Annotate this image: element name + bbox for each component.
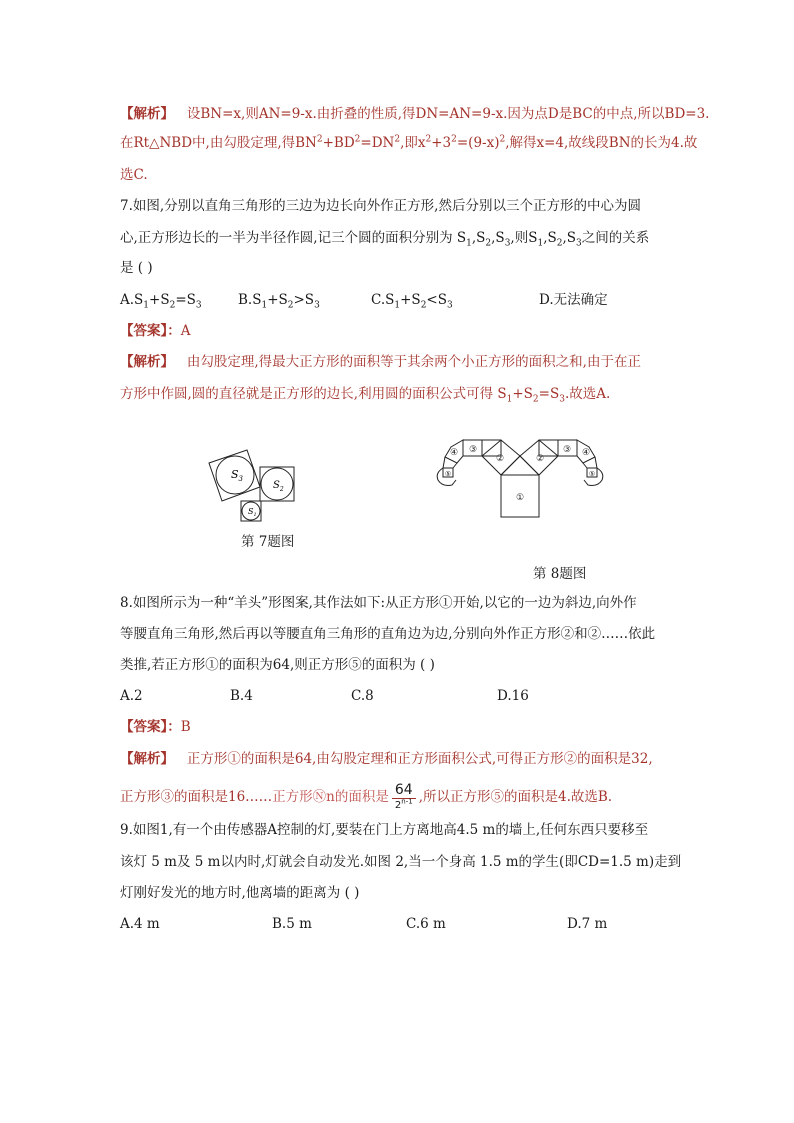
q7-analysis-line-1: 【解析】 由勾股定理,得最大正方形的面积等于其余两个小正方形的面积之和,由于在正 — [120, 354, 641, 370]
q8-analysis-line-1: 【解析】 正方形①的面积是64,由勾股定理和正方形面积公式,可得正方形②的面积是32, — [120, 751, 653, 767]
fraction-64-over-2n-1: $\frac{64}{2^{n-1}}$ — [392, 782, 416, 813]
q7-option-c: $C.S_1+S_2<S_3$ — [371, 292, 453, 311]
svg-text:S1: $S_1$ — [248, 507, 257, 518]
q8-option-a: A.2 — [120, 688, 143, 704]
svg-text:S3: $S_3$ — [231, 468, 244, 483]
figure-8 — [430, 435, 610, 525]
question-8-line-2: 等腰直角三角形,然后再以等腰直角三角形的直角边为边,分别向外作正方形②和②……依此 — [120, 626, 656, 642]
label-4-left: ④ — [449, 448, 459, 458]
question-9-line-1: 9.如图1,有一个由传感器A控制的灯,要装在门上方离地高4.5 m的墙上,任何东西只要移至 — [120, 822, 649, 838]
q8-option-c: C.8 — [351, 688, 374, 704]
label-2-right: ② — [535, 454, 545, 464]
question-9-line-2: 该灯 5 m及 5 m以内时,灯就会自动发光.如图 2,当一个身高 1.5 m的学生(即CD=1.5 m)走到 — [120, 854, 682, 870]
figure-8-caption: 第 8题图 — [533, 566, 587, 582]
figure-7 — [205, 445, 305, 525]
q8-option-b: B.4 — [230, 688, 253, 704]
label-5-right: ⑤ — [588, 470, 596, 478]
q9-option-b: B.5 m — [272, 916, 312, 932]
analysis-6-line-1: 【解析】 设BN=x,则AN=9-x.由折叠的性质,得DN=AN=9-x.因为点D是BC的中点,所以BD=3. — [120, 106, 710, 122]
label-2-left: ② — [495, 454, 505, 464]
question-8-line-1: 8.如图所示为一种“羊头”形图案,其作法如下:从正方形①开始,以它的一边为斜边,向外作 — [120, 595, 637, 611]
question-7-line-2: 心,正方形边长的一半为半径作圆,记三个圆的面积分别为 $S_1,S_2,S_3$,则$S_1,S_2,S_3$之间的关系 — [120, 230, 650, 249]
q8-answer: 【答案】：B — [120, 719, 191, 735]
question-9-line-3: 灯刚好发光的地方时,他离墙的距离为 ( ) — [120, 885, 360, 901]
label-5-left: ⑤ — [444, 470, 452, 478]
figure-7-caption: 第 7题图 — [241, 534, 295, 550]
analysis-label: 【解析】 — [120, 106, 174, 122]
q9-option-d: D.7 m — [567, 916, 608, 932]
q7-analysis-line-2: 方形中作圆,圆的直径就是正方形的边长,利用圆的面积公式可得 $S_1+S_2=S_3$.故选A. — [120, 386, 611, 405]
q7-option-a: $A.S_1+S_2=S_3$ — [120, 292, 202, 311]
label-4-right: ④ — [581, 448, 591, 458]
q9-option-a: A.4 m — [120, 916, 160, 932]
analysis-6-line-2: 在Rt△NBD中,由勾股定理,得$BN^2+BD^2=DN^2$,即$x^2+3^2=(9-x)^2$,解得x=4,故线段BN的长为4.故 — [120, 134, 698, 151]
question-7-line-3: 是 ( ) — [120, 260, 153, 276]
q8-option-d: D.16 — [497, 688, 529, 704]
label-1: ① — [515, 493, 525, 503]
svg-text:S2: $S_2$ — [273, 480, 284, 493]
q7-answer: 【答案】：A — [120, 323, 191, 339]
question-8-line-3: 类推,若正方形①的面积为64,则正方形⑤的面积为 ( ) — [120, 657, 435, 673]
question-7-line-1: 7.如图,分别以直角三角形的三边为边长向外作正方形,然后分别以三个正方形的中心为圆 — [120, 198, 641, 214]
q7-option-b: $B.S_1+S_2>S_3$ — [238, 292, 320, 311]
q8-analysis-line-2: 正方形③的面积是16……正方形Ⓝn的面积是 $\frac{64}{2^{n-1}}$ ,所以正方形⑤的面积是4.故选B. — [120, 782, 613, 811]
label-3-left: ③ — [468, 445, 478, 455]
q9-option-c: C.6 m — [406, 916, 446, 932]
q7-option-d: D.无法确定 — [539, 292, 608, 308]
label-3-right: ③ — [562, 445, 572, 455]
analysis-6-line-3: 选C. — [120, 167, 148, 183]
